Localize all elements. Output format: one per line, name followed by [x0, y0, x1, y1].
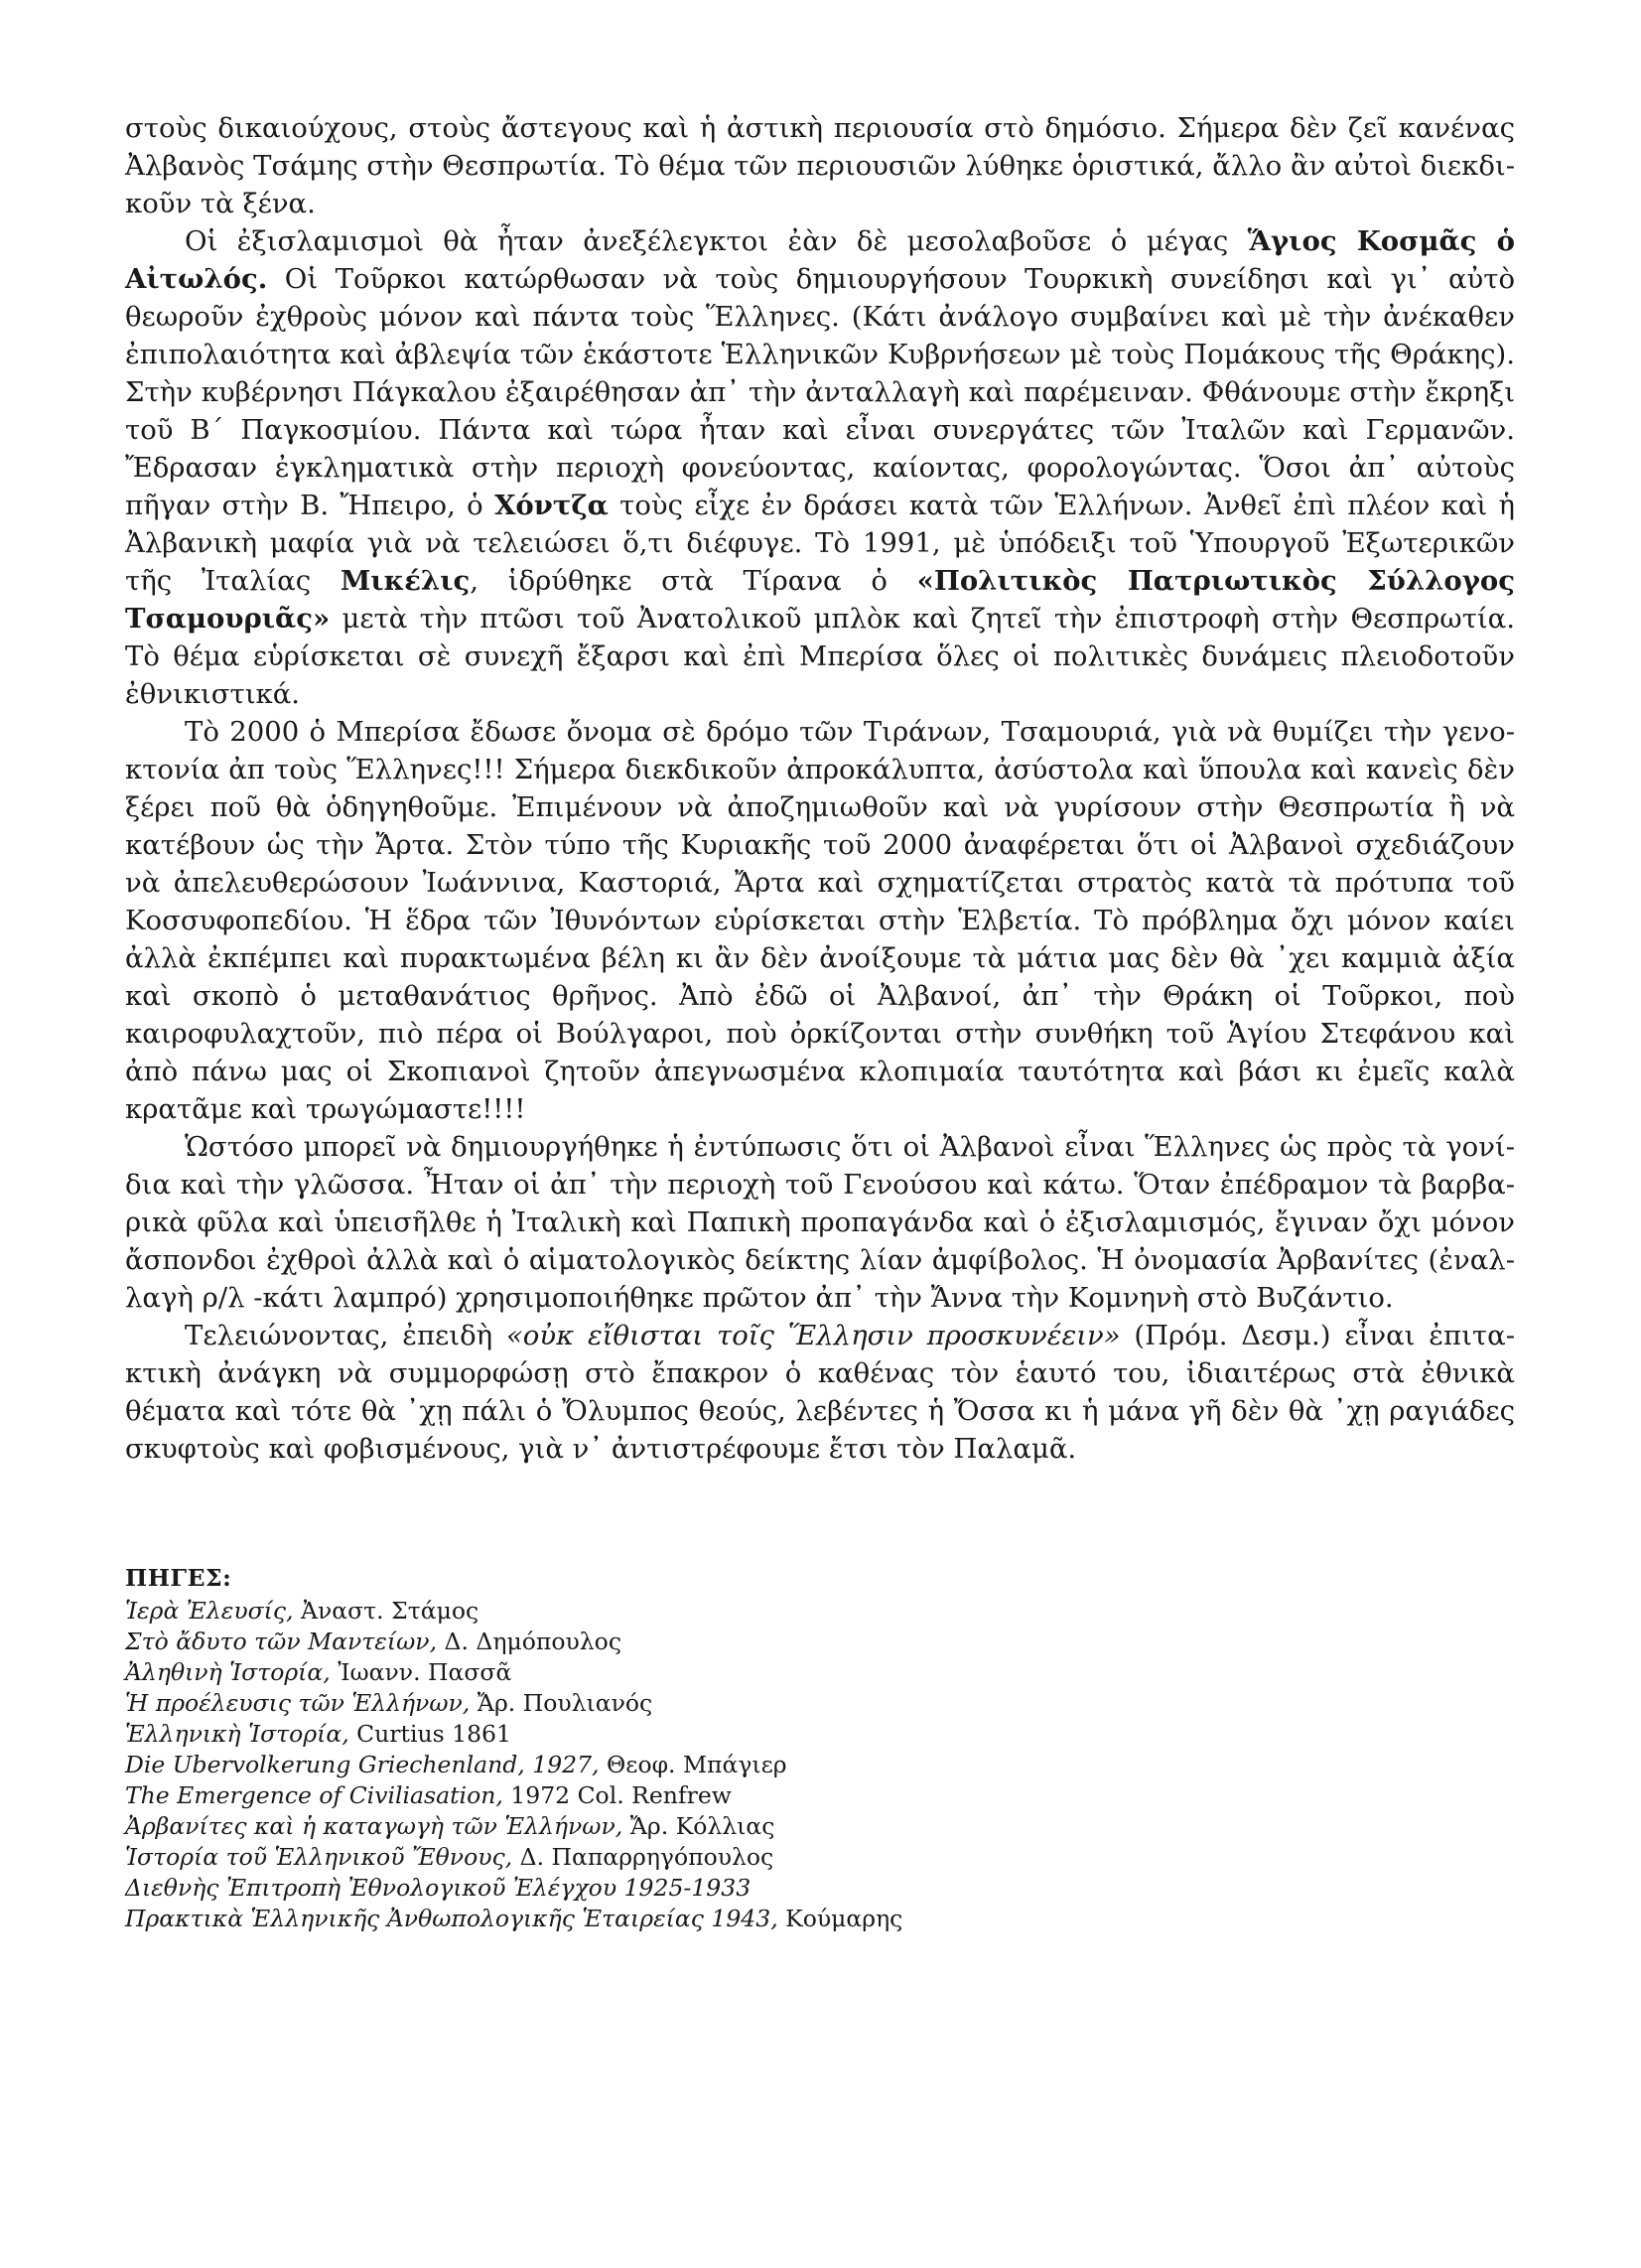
- italic-text-run: Ἀληθινὴ Ἱστορία,: [125, 1658, 331, 1686]
- text-run: Τὸ 2000 ὁ Μπερίσα ἔδωσε ὄνομα σὲ δρόμο τῶν Τιράνων, Τσαμουριά, γιὰ νὰ θυμίζει τὴν γενοκτονία ἀπ τοὺς Ἕλληνες!!! Σήμερα διεκδικοῦν ἀπροκάλυπτα, ἀσύστολα καὶ ὕπουλα καὶ κανεὶς δὲν ξέρει ποῦ θὰ ὁδηγηθοῦμε. Ἐπιμένουν νὰ ἀποζημιωθοῦν καὶ νὰ γυρίσουν στὴν Θεσπρωτία ἢ νὰ κατέβουν ὡς τὴν Ἄρτα. Στὸν τύπο τῆς Κυριακῆς τοῦ 2000 ἀναφέρεται ὅτι οἱ Ἀλβανοὶ σχεδιάζουν νὰ ἀπελευθερώσουν Ἰωάννινα, Καστοριά, Ἄρτα καὶ σχηματίζεται στρατὸς κατὰ τὰ πρότυπα τοῦ Κοσσυφοπεδίου. Ἡ ἕδρα τῶν Ἰθυνόντων εὑρίσκεται στὴν Ἑλβετία. Τὸ πρόβλημα ὄχι μόνον καίει ἀλλὰ ἐκπέμπει καὶ πυρακτωμένα βέλη κι ἂν δὲν ἀνοίξουμε τὰ μάτια μας δὲν θὰ ᾽χει καμμιὰ ἀξία καὶ σκοπὸ ὁ μεταθανάτιος θρῆνος. Ἀπὸ ἐδῶ οἱ Ἀλβανοί, ἀπ᾽ τὴν Θράκη οἱ Τοῦρκοι, ποὺ καιροφυλαχτοῦν, πιὸ πέρα οἱ Βούλγαροι, ποὺ ὀρκίζονται στὴν συνθήκη τοῦ Ἁγίου Στεφάνου καὶ ἀπὸ πάνω μας οἱ Σκοπιανοὶ ζητοῦν ἀπεγνωσμένα κλοπιμαία ταυτότητα καὶ βάσι κι ἐμεῖς καλὰ κρατᾶμε καὶ τρωγώμαστε!!!!: [125, 716, 1515, 1125]
- text-run: Δ. Παπαρρηγόπουλος: [512, 1843, 774, 1871]
- source-entry: [125, 1596, 1515, 1627]
- source-entry: [125, 1688, 1515, 1719]
- italic-text-run: Die Ubervolkerung Griechenland, 1927,: [125, 1751, 600, 1778]
- source-entry: [125, 1873, 1515, 1904]
- text-run: Ἄρ. Πουλιανός: [470, 1689, 653, 1717]
- italic-text-run: Διεθνὴς Ἐπιτροπὴ Ἐθνολογικοῦ Ἐλέγχου 1925-1933: [125, 1874, 752, 1902]
- text-run: Οἱ Τοῦρκοι κατώρθωσαν νὰ τοὺς δημιουργήσουν Τουρκικὴ συνείδησι καὶ γι᾽ αὐτὸ θεωροῦν ἐχθροὺς μόνον καὶ πάντα τοὺς Ἕλληνες. (Κάτι ἀνάλογο συμβαίνει καὶ μὲ τὴν ἀνέκαθεν ἐπιπολαιότητα καὶ ἀβλεψία τῶν ἑκάστοτε Ἑλληνικῶν Κυβρνήσεων μὲ τοὺς Πομάκους τῆς Θράκης). Στὴν κυβέρνησι Πάγκαλου ἐξαιρέθησαν ἀπ᾽ τὴν ἀνταλλαγὴ καὶ παρέμειναν. Φθάνουμε στὴν ἔκρηξι τοῦ Β΄ Παγκοσμίου. Πάντα καὶ τώρα ἦταν καὶ εἶναι συνεργάτες τῶν Ἰταλῶν καὶ Γερμανῶν. Ἔδρασαν ἐγκληματικὰ στὴν περιοχὴ φονεύοντας, καίοντας, φορολογώντας. Ὅσοι ἀπ᾽ αὐτοὺς πῆγαν στὴν Β. Ἤπειρο, ὁ: [125, 263, 1515, 521]
- italic-text-run: Ἀρβανίτες καὶ ἡ καταγωγὴ τῶν Ἑλλήνων,: [125, 1812, 623, 1840]
- source-entry: [125, 1842, 1515, 1873]
- bold-text-run: Μικέλις: [340, 565, 471, 597]
- text-run: Θεοφ. Μπάγιερ: [599, 1751, 787, 1778]
- text-run: Τελειώνοντας, ἐπειδὴ: [185, 1320, 506, 1351]
- sources-section: [125, 1563, 1515, 1934]
- italic-text-run: Ἑλληνικὴ Ἱστορία,: [125, 1720, 349, 1748]
- source-entry: [125, 1657, 1515, 1688]
- source-entry: [125, 1627, 1515, 1657]
- text-run: Ἀναστ. Στάμος: [293, 1597, 479, 1625]
- paragraph: [125, 1317, 1515, 1468]
- sources-title: ΠΗΓΕΣ:: [125, 1564, 232, 1592]
- paragraph: [125, 713, 1515, 1128]
- source-entry: [125, 1780, 1515, 1811]
- text-run: Οἱ ἐξισλαμισμοὶ θὰ ἦταν ἀνεξέλεγκτοι ἐὰν δὲ μεσολαβοῦσε ὁ μέγας: [185, 225, 1248, 257]
- text-run: Ἄρ. Κόλλιας: [622, 1812, 775, 1840]
- source-entry: [125, 1811, 1515, 1842]
- text-run: (Πρόμ. Δεσμ.) εἶναι ἐπιτακτικὴ ἀνάγκη νὰ συμμορφώσῃ στὸ ἔπακρον ὁ καθένας τὸν ἑαυτό του, ἰδιαιτέρως στὰ ἐθνικὰ θέματα καὶ τότε θὰ ᾽χῃ πάλι ὁ Ὄλυμπος θεούς, λεβέντες ἡ Ὄσσα κι ἡ μάνα γῆ δὲν θὰ ᾽χῃ ραγιάδες σκυφτοὺς καὶ φοβισμένους, γιὰ ν᾽ ἀντιστρέφουμε ἔτσι τὸν Παλαμᾶ.: [125, 1320, 1515, 1465]
- text-run: τοὺς εἶχε ἐν δράσει κατὰ τῶν Ἑλλήνων. Ἀνθεῖ ἐπὶ πλέον καὶ ἡ Ἀλβανικὴ μαφία γιὰ νὰ τελειώσει ὅ,τι διέφυγε. Τὸ 1991, μὲ ὑπόδειξι τοῦ Ὑπουργοῦ Ἐξωτερικῶν τῆς Ἰταλίας: [125, 490, 1515, 597]
- bold-text-run: «Πολιτικὸς Πατριωτικὸς Σύλλογος Τσαμουριᾶς»: [125, 565, 1516, 635]
- italic-text-run: «οὐκ εἴθισται τοῖς Ἕλλησιν προσκυνέειν»: [505, 1320, 1121, 1351]
- italic-text-run: Στὸ ἄδυτο τῶν Μαντείων,: [125, 1628, 438, 1655]
- italic-text-run: Ἱερὰ Ἐλευσίς,: [125, 1597, 294, 1625]
- italic-text-run: The Emergence of Civiliasation,: [125, 1781, 503, 1809]
- source-entry: [125, 1750, 1515, 1780]
- bold-text-run: Ἅγιος Κοσμᾶς ὁ Αἰτωλός.: [125, 225, 1515, 295]
- paragraph: [125, 109, 1515, 222]
- text-run: Κούμαρης: [777, 1905, 903, 1932]
- source-entry: [125, 1904, 1515, 1934]
- text-run: Curtius 1861: [348, 1720, 511, 1748]
- text-run: μετὰ τὴν πτῶσι τοῦ Ἀνατολικοῦ μπλὸκ καὶ ζητεῖ τὴν ἐπιστροφὴ στὴν Θεσπρωτία. Τὸ θέμα εὑρίσκεται σὲ συνεχῆ ἔξαρσι καὶ ἐπὶ Μπερίσα ὅλες οἱ πολιτικὲς δυνάμεις πλειοδοτοῦν ἐθνικιστικά.: [125, 603, 1515, 710]
- text-run: Ὡστόσο μπορεῖ νὰ δημιουργήθηκε ἡ ἐντύπωσις ὅτι οἱ Ἀλβανοὶ εἶναι Ἕλληνες ὡς πρὸς τὰ γονίδια καὶ τὴν γλῶσσα. Ἦταν οἱ ἀπ᾽ τὴν περιοχὴ τοῦ Γενούσου καὶ κάτω. Ὅταν ἐπέδραμον τὰ βαρβαρικὰ φῦλα καὶ ὑπεισῆλθε ἡ Ἰταλικὴ καὶ Παπικὴ προπαγάνδα καὶ ὁ ἐξισλαμισμός, ἔγιναν ὄχι μόνον ἄσπονδοι ἐχθροὶ ἀλλὰ καὶ ὁ αἱματολογικὸς δείκτης λίαν ἀμφίβολος. Ἡ ὀνομασία Ἀρβανίτες (ἐναλλαγὴ ρ/λ -κάτι λαμπρό) χρησιμοποιήθηκε πρῶτον ἀπ᾽ τὴν Ἄννα τὴν Κομνηνὴ στὸ Βυζάντιο.: [125, 1131, 1515, 1314]
- text-run: Ἰωανν. Πασσᾶ: [330, 1658, 512, 1686]
- text-run: στοὺς δικαιούχους, στοὺς ἄστεγους καὶ ἡ ἀστικὴ περιουσία στὸ δημόσιο. Σήμερα δὲν ζεῖ κανένας Ἀλβανὸς Τσάμης στὴν Θεσπρωτία. Τὸ θέμα τῶν περιουσιῶν λύθηκε ὁριστικά, ἄλλο ἂν αὐτοὶ διεκδικοῦν τὰ ξένα.: [125, 112, 1515, 219]
- document-page: [125, 109, 1515, 1934]
- bold-text-run: Χόντζα: [494, 490, 609, 521]
- paragraph: [125, 222, 1515, 713]
- text-run: Δ. Δημόπουλος: [437, 1628, 621, 1655]
- body-text: [125, 109, 1515, 1468]
- text-run: , ἱδρύθηκε στὰ Τίρανα ὁ: [470, 565, 917, 597]
- sources-list: [125, 1596, 1515, 1934]
- paragraph: [125, 1128, 1515, 1317]
- text-run: 1972 Col. Renfrew: [502, 1781, 732, 1809]
- source-entry: [125, 1719, 1515, 1750]
- italic-text-run: Ἱστορία τοῦ Ἑλληνικοῦ Ἔθνους,: [125, 1843, 513, 1871]
- italic-text-run: Ἡ προέλευσις τῶν Ἑλλήνων,: [125, 1689, 471, 1717]
- italic-text-run: Πρακτικὰ Ἑλληνικῆς Ἀνθωπολογικῆς Ἑταιρείας 1943,: [125, 1905, 778, 1932]
